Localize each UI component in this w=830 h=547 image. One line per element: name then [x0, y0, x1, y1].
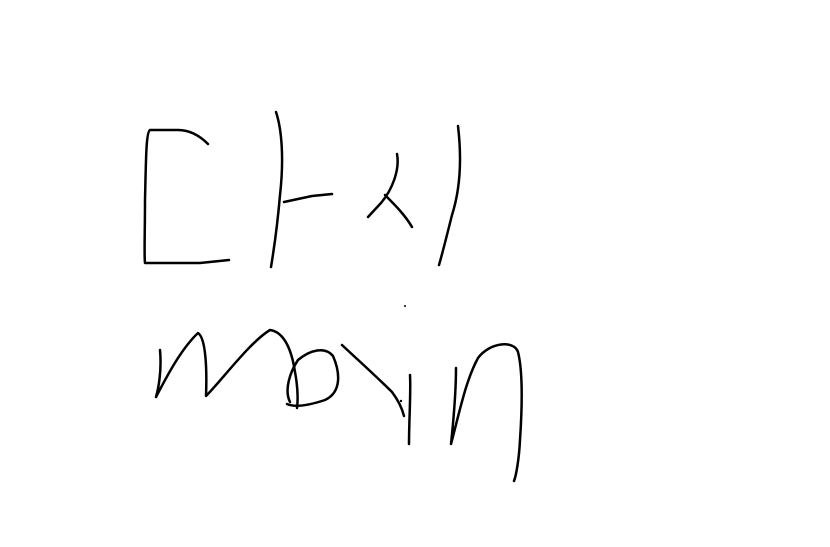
- stroke-i: [439, 126, 460, 265]
- stroke-siot-right: [385, 195, 412, 227]
- stroke-m: [156, 330, 298, 408]
- stroke-a-horizontal: [284, 194, 332, 202]
- stroke-n: [451, 344, 522, 481]
- stroke-siot-left: [368, 154, 398, 217]
- dot-i: [404, 305, 406, 307]
- dot-a: [400, 400, 402, 402]
- stroke-i-letter: [409, 375, 410, 444]
- stroke-digeut: [145, 130, 229, 263]
- stroke-a-vertical: [271, 112, 282, 267]
- stroke-a: [287, 345, 404, 416]
